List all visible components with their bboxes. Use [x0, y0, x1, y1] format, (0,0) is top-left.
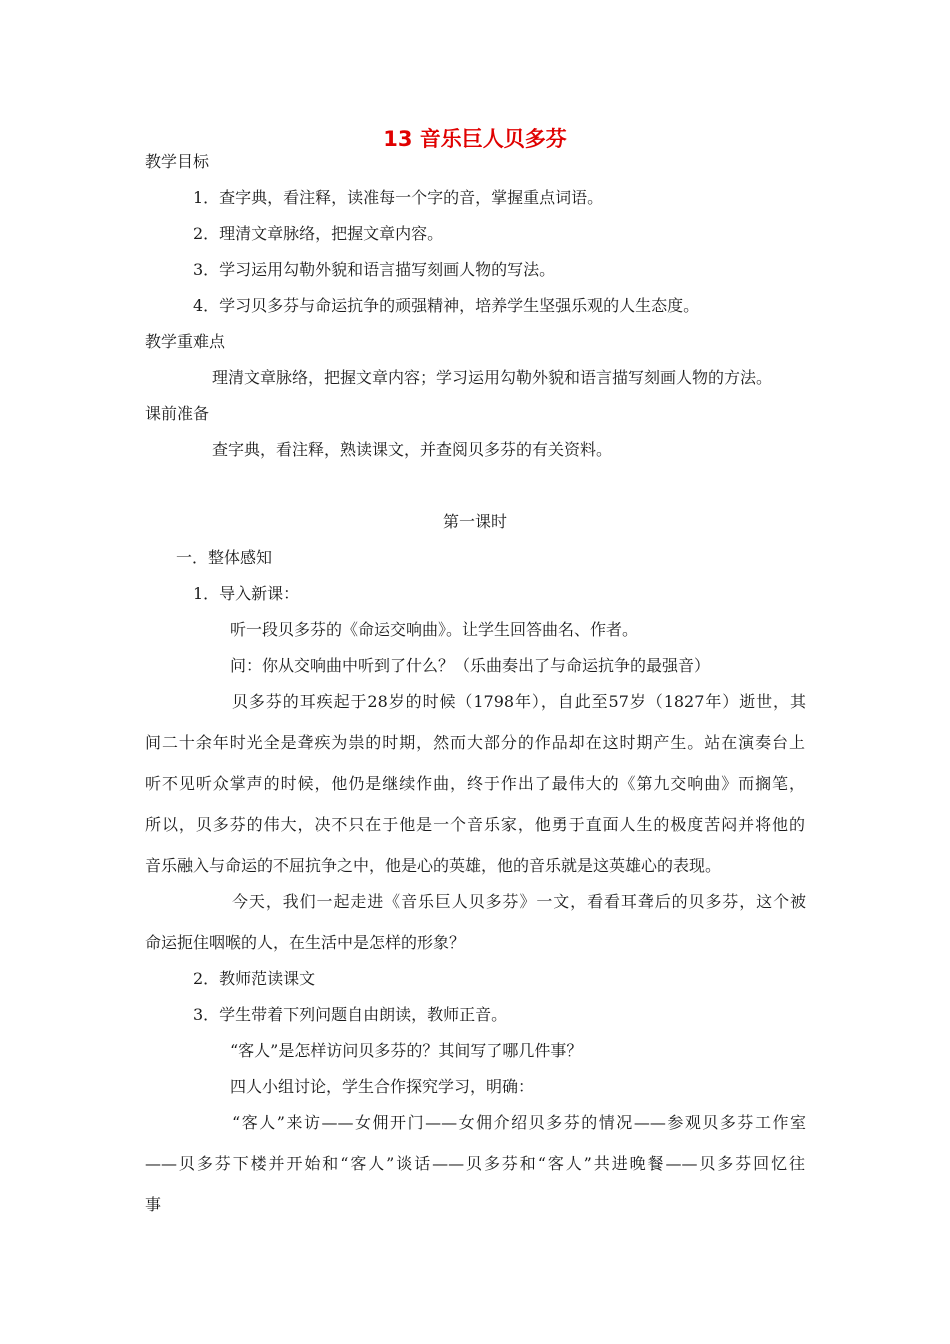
document-title: 13 音乐巨人贝多芬 [383, 127, 567, 151]
paragraph-line: 间二十余年时光全是聋疾为祟的时期，然而大部分的作品却在这时期产生。站在演奏台上 [145, 733, 805, 752]
answer-line: 事 [145, 1195, 162, 1214]
step-text: 问：你从交响曲中听到了什么？（乐曲奏出了与命运抗争的最强音） [230, 656, 711, 675]
prep-heading: 课前准备 [145, 404, 210, 423]
paragraph-line: 听不见听众掌声的时候，他仍是继续作曲，终于作出了最伟大的《第九交响曲》而搁笔， [145, 774, 805, 793]
goal-item: 1．查字典，看注释，读准每一个字的音，掌握重点词语。 [193, 188, 604, 207]
key-text: 理清文章脉络，把握文章内容；学习运用勾勒外貌和语言描写刻画人物的方法。 [212, 368, 773, 387]
question-text: 四人小组讨论，学生合作探究学习，明确： [230, 1077, 535, 1096]
part-heading: 一．整体感知 [176, 548, 273, 567]
step-heading: 2．教师范读课文 [193, 969, 316, 988]
paragraph-line: 所以，贝多芬的伟大，决不只在于他是一个音乐家，他勇于直面人生的极度苦闷并将他的 [145, 815, 805, 834]
paragraph-line: 命运扼住咽喉的人，在生活中是怎样的形象？ [145, 933, 466, 952]
step-heading: 1．导入新课： [193, 584, 300, 603]
goals-heading: 教学目标 [145, 152, 210, 171]
goal-item: 3．学习运用勾勒外貌和语言描写刻画人物的写法。 [193, 260, 556, 279]
prep-text: 查字典，看注释，熟读课文，并查阅贝多芬的有关资料。 [212, 440, 613, 459]
paragraph-line: 贝多芬的耳疾起于28岁的时候（1798年），自此至57岁（1827年）逝世，其 [232, 692, 806, 711]
lesson-heading: 第一课时 [442, 512, 507, 531]
paragraph-line: 音乐融入与命运的不屈抗争之中，他是心的英雄，他的音乐就是这英雄心的表现。 [145, 856, 722, 875]
paragraph-line: 今天，我们一起走进《音乐巨人贝多芬》一文，看看耳聋后的贝多芬，这个被 [232, 892, 806, 911]
step-text: 听一段贝多芬的《命运交响曲》。让学生回答曲名、作者。 [230, 620, 639, 639]
answer-line: “客人”来访——女佣开门——女佣介绍贝多芬的情况——参观贝多芬工作室 [232, 1113, 806, 1132]
question-text: “客人”是怎样访问贝多芬的？其间写了哪几件事？ [230, 1041, 583, 1060]
key-heading: 教学重难点 [145, 332, 226, 351]
step-heading: 3．学生带着下列问题自由朗读，教师正音。 [193, 1005, 508, 1024]
goal-item: 2．理清文章脉络，把握文章内容。 [193, 224, 444, 243]
goal-item: 4．学习贝多芬与命运抗争的顽强精神，培养学生坚强乐观的人生态度。 [193, 296, 700, 315]
answer-line: ——贝多芬下楼并开始和“客人”谈话——贝多芬和“客人”共进晚餐——贝多芬回忆往 [145, 1154, 805, 1173]
